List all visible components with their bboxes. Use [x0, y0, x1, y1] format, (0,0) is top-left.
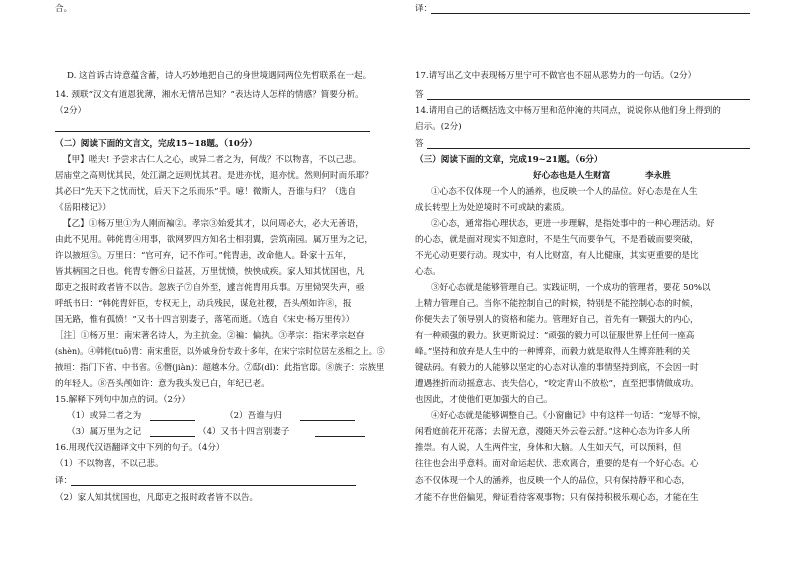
section-heading: （二）阅读下面的文言文，完成15~18题。（10分）: [55, 139, 258, 149]
text-line: 峰。”坚持和放弃是人生中的一种博弈，而毅力就是取得人生博弈胜利的关: [415, 347, 691, 357]
text-line: ①心态不仅体现一个人的涵养，也反映一个人的品位。好心态是在人生: [431, 187, 698, 197]
text-line: 【甲】嗟夫! 予尝求古仁人之心，或异二者之为，何哉？不以物喜，不以己悲。: [63, 155, 362, 165]
answer-line: [427, 148, 750, 149]
text-line: 也因此，才使他们更加强大的自己。: [415, 395, 553, 405]
text-line: 合。: [55, 4, 73, 14]
text-line: ③好心态就是能够管理自己。实践证明，一个成功的管理者，要花 50%以: [431, 283, 711, 293]
blank-line: [150, 420, 195, 421]
answer-line: [55, 131, 370, 132]
text-line: 才能不存世俗偏见，辩证看待客观事物；只有保持积极乐观心态，才能在生: [415, 493, 699, 503]
question-17: 17.请写出乙文中表现杨万里宁可不做官也不屈从恶势力的一句话。（2分）: [415, 71, 697, 81]
article-title: 好心态也是人生财富: [533, 171, 611, 181]
answer-label: 译：: [55, 476, 73, 486]
text-line: 心态。: [415, 267, 441, 277]
answer-label: 答: [415, 90, 424, 100]
text-line: ④好心态就是能够调整自己。《小窗幽记》中有这样一句话：“宠辱不惊，: [431, 411, 707, 421]
text-line: 闲看庭前花开花落；去留无意，漫随天外云卷云舒。”这种心态为许多人所: [415, 427, 691, 437]
text-line: 有一种顽强的毅力。狄更斯说过：“顽强的毅力可以征服世界上任何一座高: [415, 331, 695, 341]
text-line: 你便失去了领导别人的资格和能力。管理好自己，首先有一颗强大的内心，: [415, 315, 699, 325]
text-line: 往往也会出乎意料。面对命运起伏、悲欢离合，重要的是有一个好心态。心: [415, 459, 699, 469]
blank-line: [150, 436, 195, 437]
text-line: 遭遇挫折而动摇意志、丧失信心，“咬定青山不放松”，直至把事情做成功。: [415, 379, 699, 389]
text-line: ②心态，通常指心理状态，更进一步理解，是指处事中的一种心理活动。好: [431, 219, 715, 229]
section-heading: （三）阅读下面的文章，完成19~21题。（6分）: [415, 155, 603, 165]
answer-label: 译：: [415, 4, 433, 14]
text-line: 其必曰“先天下之忧而忧，后天下之乐而乐”乎。噫！微斯人，吾谁与归？（选自: [55, 187, 356, 197]
sub-question: （1）不以物喜，不以己悲。: [55, 459, 164, 469]
text-line: 《岳阳楼记》）: [55, 203, 111, 213]
sub-question: （3）属万里为之记: [67, 427, 142, 437]
score-note: （2分）: [55, 106, 87, 116]
annotation-line: 掖垣：指门下省、中书省。⑥僭(jiàn)：超越本分。⑦邸(dǐ)：此指官邸。⑧族子：宗族里: [55, 363, 385, 373]
question-15: 15.解释下列句中加点的词。（2分）: [55, 395, 191, 405]
annotation-line: (shèn)。④韩侂(tuō)胄：南宋重臣，以外戚身份专政十多年，在宋宁宗时位居左丞相之上。⑤: [55, 347, 385, 357]
answer-line: [431, 13, 750, 14]
option-d: D. 这首诉古诗意蕴含蓄，诗人巧妙地把自己的身世境遇同两位先哲联系在一起。: [67, 71, 372, 81]
blank-line: [315, 436, 365, 437]
text-line: 呼纸书曰：“韩侂胄奸臣，专权无上，动兵残民，谋危社稷，吾头颅如许⑧，报: [55, 299, 352, 309]
text-line: 【乙】①杨万里①为人刚而褊②。孝宗③始爱其才，以问周必大，必大无善语，: [63, 219, 364, 229]
sub-question: （2）家人知其忧国也，凡邸吏之报时政者皆不以告。: [55, 493, 259, 503]
text-line: 许以掖垣⑤。万里曰：“官可弃，记不作可。”侂胄恚，改命他人。卧家十五年，: [55, 251, 352, 261]
text-line: 不光心动更要行动。现实中，有人比财富，有人比健康，其实更重要的是比: [415, 251, 699, 261]
text-line: 键砝码。有毅力的人能够以坚定的心态对认准的事情坚持到底，不会因一时: [415, 363, 699, 373]
text-line: 态不仅体现一个人的涵养，也反映一个人的品位，只有保持静平和心态，: [415, 476, 691, 486]
text-line: 居庙堂之高则忧其民，处江湖之远则忧其君。是进亦忧，退亦忧。然则何时而乐耶？: [55, 171, 373, 181]
sub-question: （4）又书十四言别妻子: [198, 427, 290, 437]
answer-line: [71, 485, 356, 486]
text-line: 的心态，就是面对现实不知意时，不是生气而要争气，不是看破而要突破，: [415, 235, 699, 245]
question-16: 16.用现代汉语翻译文中下列的句子。（4分）: [55, 443, 225, 453]
sub-question: （1）或异二者之为: [67, 411, 142, 421]
article-author: 李永胜: [645, 171, 671, 181]
text-line: 国无路，惟有孤愤！”又书十四言别妻子，落笔而逝。（选自《宋史·杨万里传》）: [55, 315, 355, 325]
text-line: 由此不见用。韩侂胄④用事，欲网罗四方知名士相羽翼，尝筑南园。属万里为之记，: [55, 235, 373, 245]
text-line: 皆其柄国之日也。侂胄专僭⑥日益甚，万里忧愤，怏怏成疾。家人知其忧国也，凡: [55, 267, 365, 277]
annotation-line: 的年轻人。⑧吾头颅如许：意为我头发已白，年纪已老。: [55, 379, 270, 389]
text-line: 上精力管理自己。当你不能控制自己的时候，特别是不能控制心态的时候，: [415, 299, 699, 309]
text-line: 邸吏之报时政者皆不以告。忽族子⑦自外至，遽言侂胄用兵事。万里恸哭失声，亟: [55, 283, 365, 293]
text-line: 推崇。有人说，人生两件宝，身体和大脑。人生如天气，可以预料，但: [415, 443, 682, 453]
blank-line: [300, 420, 355, 421]
question-18: 14.请用自己的话概括选文中杨万里和范仲淹的共同点，说说你从他们身上得到的: [415, 106, 721, 116]
answer-label: 答: [415, 139, 424, 149]
answer-line: [427, 99, 750, 100]
text-line: 成长转型上为处逆境时不可或缺的素质。: [415, 203, 570, 213]
question-14: 14. 颈联“汉文有道恩犹薄，湘水无情吊岂知？”表达诗人怎样的情感？简要分析。: [55, 90, 364, 100]
text-line: 启示。(2分): [415, 122, 462, 132]
annotation-line: ［注］①杨万里：南宋著名诗人，为主抗金。②褊：偏执。③孝宗：指宋孝宗赵昚: [55, 331, 365, 341]
sub-question: （2）吾谁与归: [225, 411, 283, 421]
